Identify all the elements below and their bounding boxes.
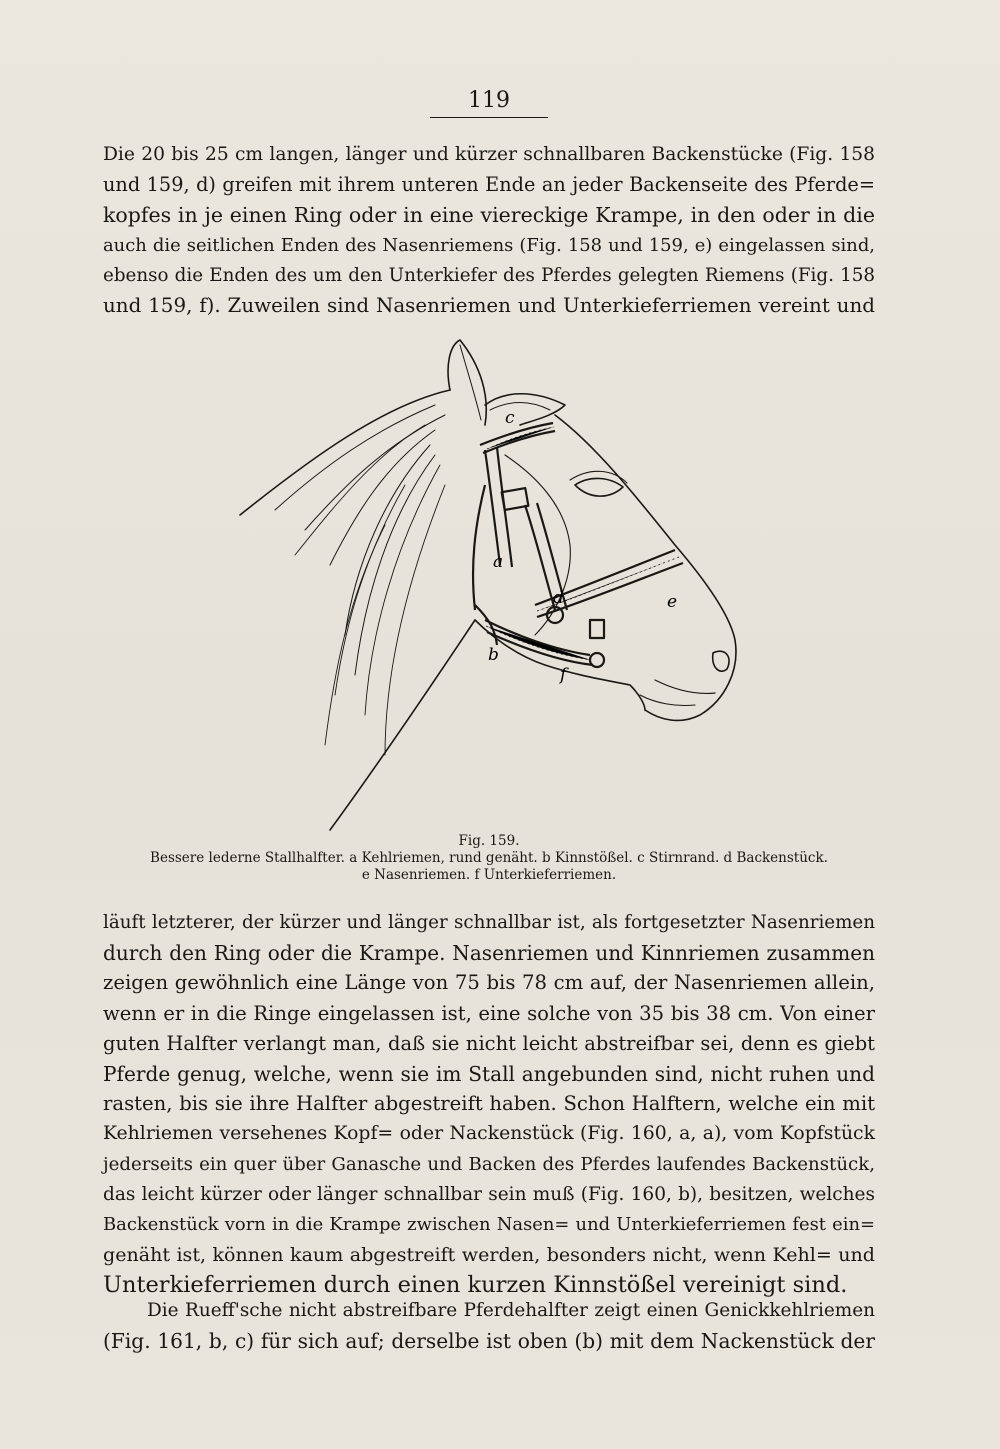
- text-line: ebenso die Enden des um den Unterkiefer des Pferdes gelegten Riemens (Fig. 158: [103, 264, 875, 286]
- fig-label-c: c: [505, 408, 515, 428]
- text-line: auch die seitlichen Enden des Nasenriemens (Fig. 158 und 159, e) eingelassen sind,: [103, 234, 875, 256]
- text-line: läuft letzterer, der kürzer und länger schnallbar ist, als fortgesetzter Nasenriemen: [103, 912, 875, 933]
- text-line: das leicht kürzer oder länger schnallbar sein muß (Fig. 160, b), besitzen, welches: [103, 1183, 875, 1205]
- text-line: Backenstück vorn in die Krampe zwischen Nasen= und Unterkieferriemen fest ein=: [103, 1214, 875, 1236]
- caption-line: e Nasenriemen. f Unterkieferriemen.: [361, 867, 617, 883]
- fig-label-f: f: [560, 665, 567, 685]
- caption-title: Fig. 159.: [458, 833, 520, 849]
- caption-line: Bessere lederne Stallhalfter. a Kehlriemen, rund genäht. b Kinnstößel. c Stirnrand. d Backenstück.: [150, 850, 828, 866]
- text-line: Unterkieferriemen durch einen kurzen Kinnstößel vereinigt sind.: [103, 1272, 848, 1299]
- fig-label-a: a: [493, 552, 504, 572]
- text-line: durch den Ring oder die Krampe. Nasenriemen und Kinnriemen zusammen: [103, 941, 875, 966]
- text-line: rasten, bis sie ihre Halfter abgestreift haben. Schon Halftern, welche ein mit: [103, 1092, 875, 1116]
- horse-halter-illustration: [235, 335, 875, 835]
- text-line: jederseits ein quer über Ganasche und Backen des Pferdes laufendes Backenstück,: [103, 1153, 875, 1175]
- text-line: Die Rueff'sche nicht abstreifbare Pferdehalfter zeigt einen Genickkehlriemen: [147, 1300, 875, 1321]
- text-line: kopfes in je einen Ring oder in eine viereckige Krampe, in den oder in die: [103, 203, 875, 228]
- text-line: und 159, f). Zuweilen sind Nasenriemen und Unterkieferriemen vereint und: [103, 294, 875, 318]
- text-line: wenn er in die Ringe eingelassen ist, eine solche von 35 bis 38 cm. Von einer: [103, 1001, 875, 1025]
- text-line: und 159, d) greifen mit ihrem unteren Ende an jeder Backenseite des Pferde=: [103, 173, 875, 197]
- page-number: 119: [430, 88, 548, 118]
- text-line: Kehlriemen versehenes Kopf= oder Nackenstück (Fig. 160, a, a), vom Kopfstück: [103, 1123, 875, 1145]
- paragraph-top: [103, 140, 875, 321]
- fig-label-b: b: [488, 645, 499, 665]
- paragraph-bottom: [103, 1296, 875, 1356]
- paragraph-middle: [103, 908, 875, 1301]
- text-line: genäht ist, können kaum abgestreift werden, besonders nicht, wenn Kehl= und: [103, 1244, 875, 1267]
- text-line: (Fig. 161, b, c) für sich auf; derselbe ist oben (b) mit dem Nackenstück der: [103, 1329, 875, 1354]
- fig-label-e: e: [667, 592, 678, 612]
- fig-label-d: d: [553, 588, 564, 608]
- text-line: guten Halfter verlangt man, daß sie nicht leicht abstreifbar sei, denn es giebt: [103, 1031, 875, 1055]
- text-line: zeigen gewöhnlich eine Länge von 75 bis 78 cm auf, der Nasenriemen allein,: [103, 971, 875, 995]
- figure-caption: [103, 833, 875, 884]
- text-line: Die 20 bis 25 cm langen, länger und kürzer schnallbaren Backenstücke (Fig. 158: [103, 144, 875, 165]
- text-line: Pferde genug, welche, wenn sie im Stall angebunden sind, nicht ruhen und: [103, 1062, 875, 1087]
